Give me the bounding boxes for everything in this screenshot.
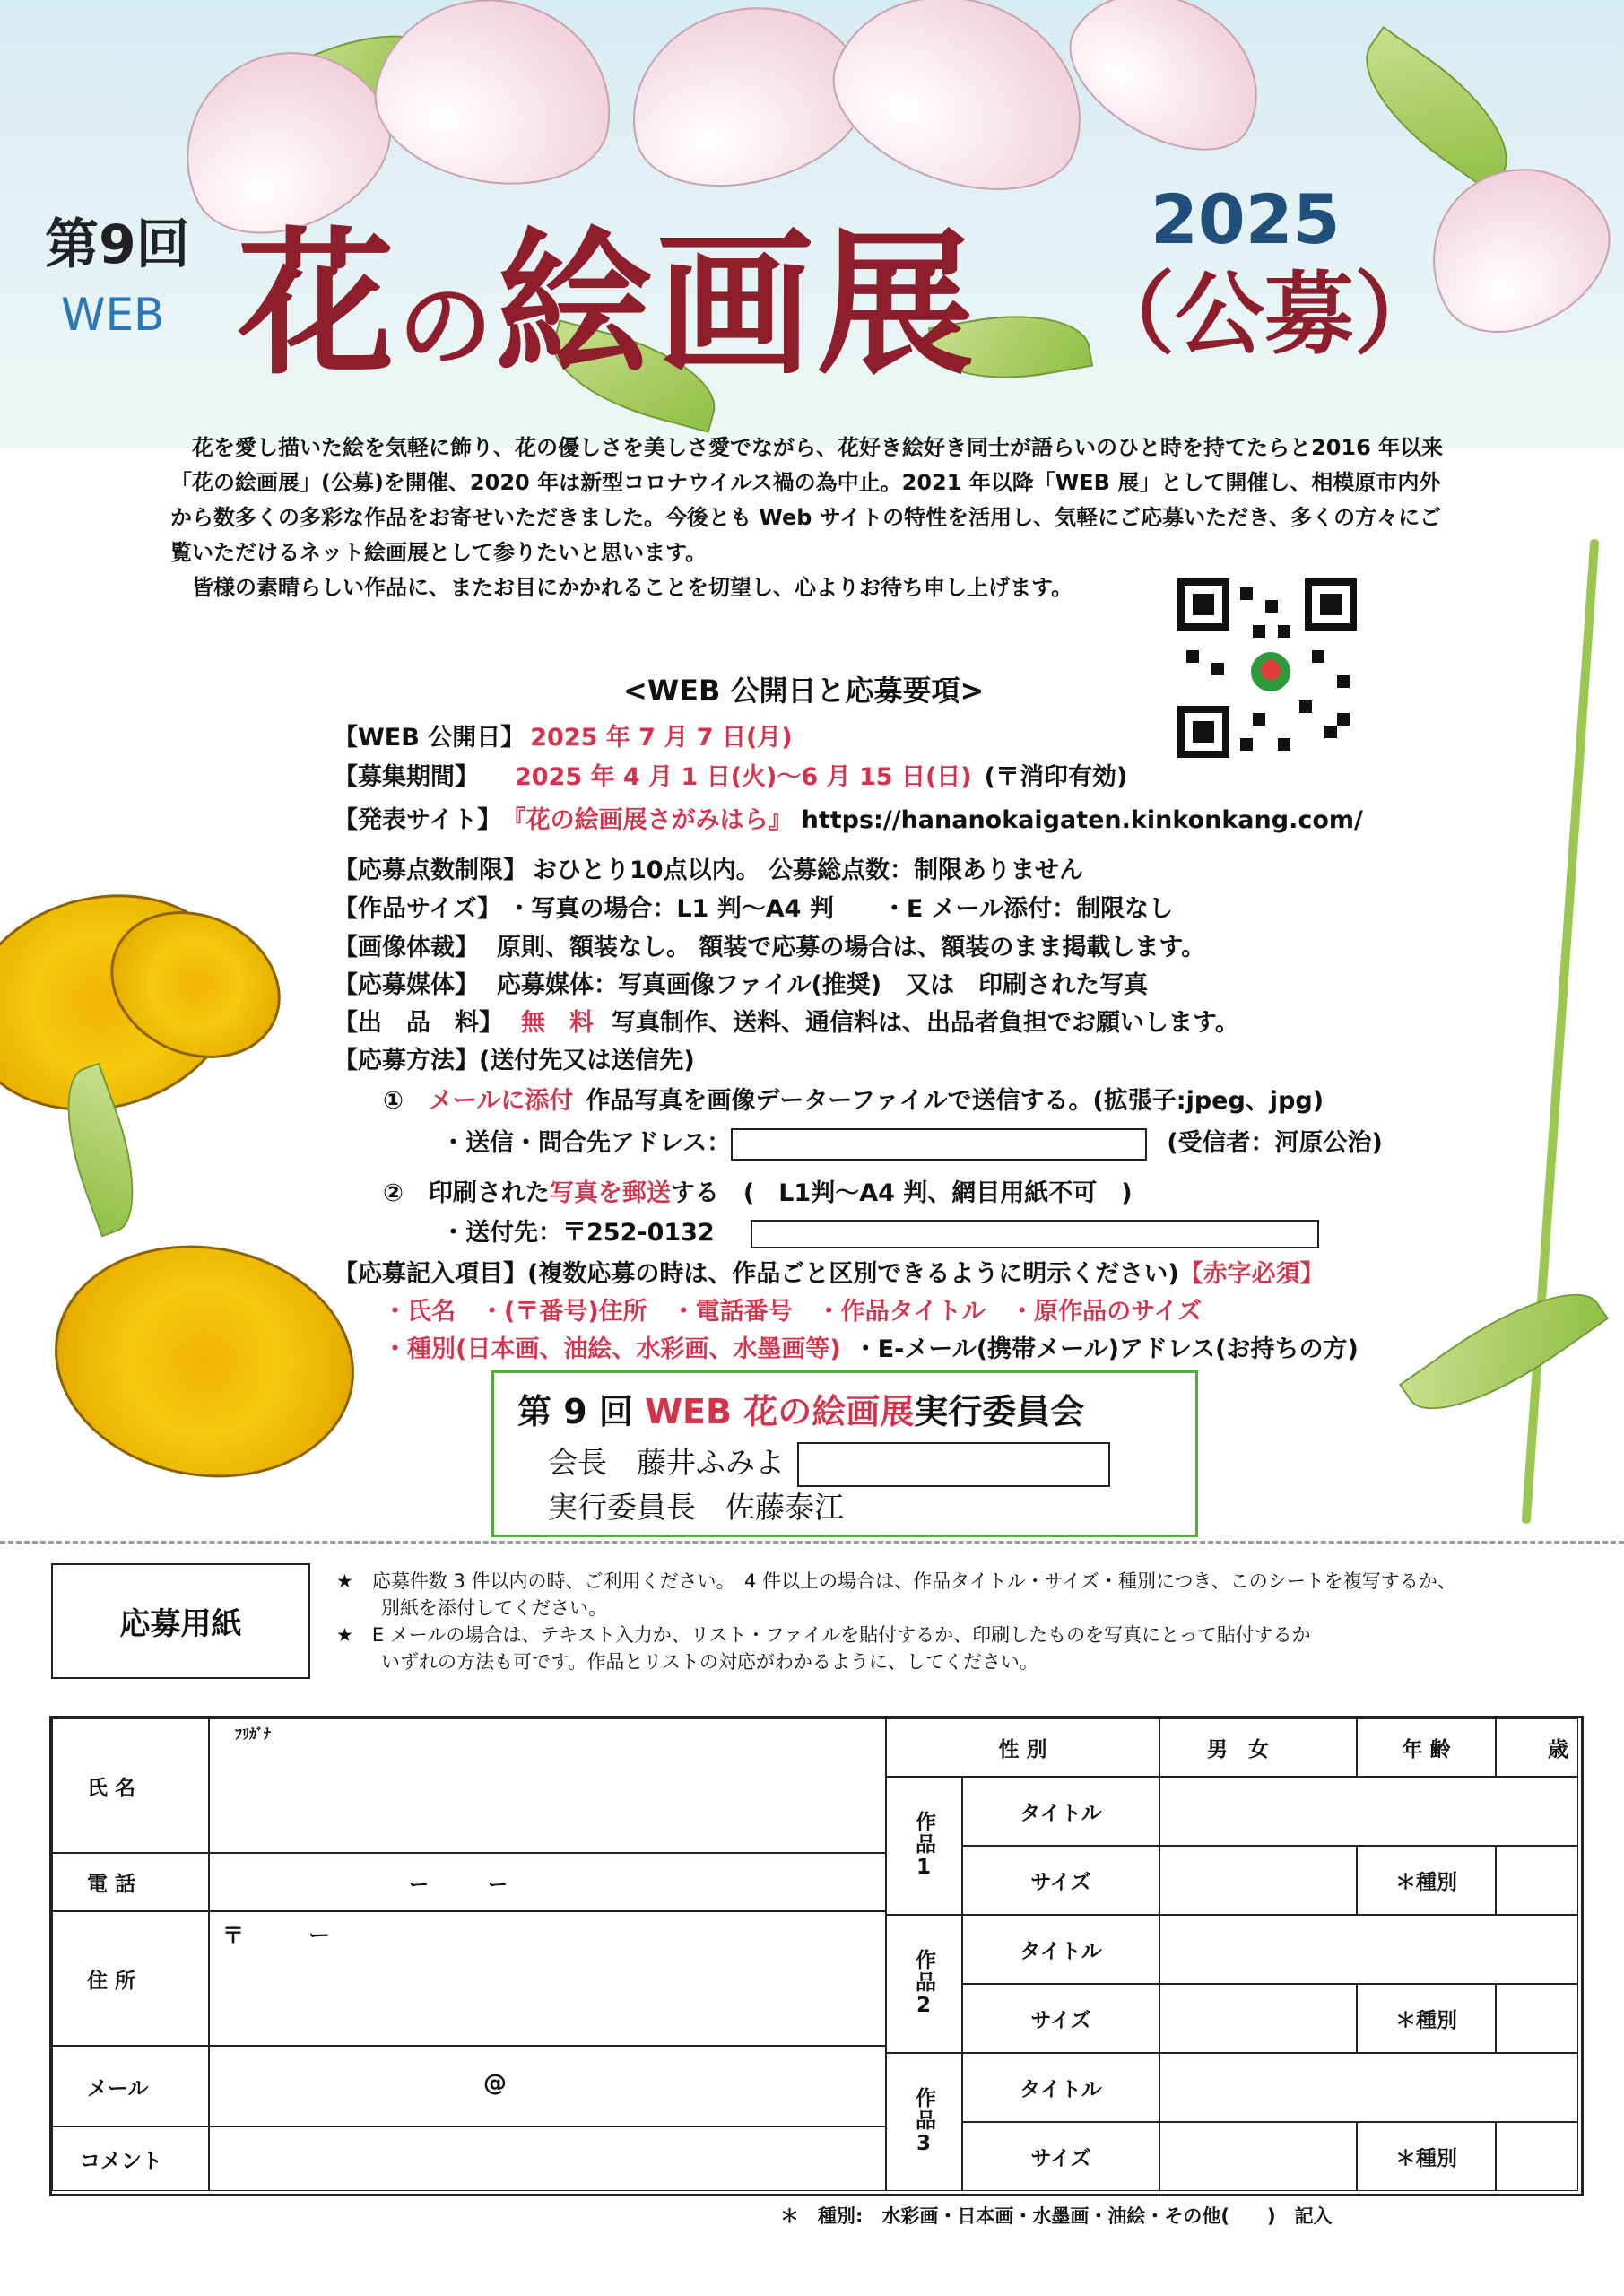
name-label: 氏 名 [52, 1718, 209, 1853]
method-row: 【応募方法】(送付先又は送信先) [334, 1047, 695, 1074]
work-3-label: 作品3 [886, 2053, 962, 2191]
redacted-address [751, 1220, 1319, 1248]
period-row: 【募集期間】 2025 年 4 月 1 日(火)〜6 月 15 日(日) (〒消印有効) [334, 763, 1128, 791]
cut-line [0, 1541, 1624, 1544]
work-3-title-field[interactable] [1159, 2053, 1578, 2122]
gender-label: 性 別 [886, 1718, 1159, 1777]
mail-field[interactable]: @ [209, 2046, 886, 2126]
work-3-size-field[interactable] [1159, 2122, 1357, 2191]
logo-icon [1247, 648, 1294, 695]
footnote: ＊ 種別: 水彩画・日本画・水墨画・油絵・その他( ) 記入 [780, 2205, 1333, 2227]
work-1-size-label: サイズ [962, 1846, 1159, 1915]
work-2-type-label: ＊種別 [1357, 1984, 1496, 2053]
mail-label: メール [52, 2046, 209, 2126]
application-form [49, 1716, 1584, 2196]
yellow-flower-illustration [36, 1222, 372, 1500]
title-char: 絵画展 [496, 213, 978, 396]
flower-petal [362, 0, 627, 202]
work-1-type-label: ＊種別 [1357, 1846, 1496, 1915]
flower-petal [1046, 0, 1290, 179]
page-title [238, 179, 977, 404]
work-3-size-label: サイズ [962, 2122, 1159, 2191]
committee-chair: 会長 藤井ふみよ [548, 1439, 1110, 1487]
fee-row: 【出 品 料】 無 料 写真制作、送料、通信料は、出品者負担でお願いします。 [334, 1009, 1239, 1037]
site-link[interactable]: https://hananokaigaten.kinkonkang.com/ [801, 806, 1363, 834]
furigana-label: ﾌﾘｶﾞﾅ [235, 1726, 272, 1743]
redacted-email [731, 1128, 1147, 1161]
work-3-type-label: ＊種別 [1357, 2122, 1496, 2191]
work-3-type-field[interactable] [1496, 2122, 1578, 2191]
gender-options[interactable]: 男 女 [1159, 1718, 1357, 1777]
comment-label: コメント [52, 2126, 209, 2191]
web-label: WEB [61, 289, 165, 341]
subtitle: （公募） [1085, 261, 1444, 367]
work-2-title-field[interactable] [1159, 1915, 1578, 1984]
redacted-contact [797, 1442, 1110, 1487]
comment-field[interactable] [209, 2126, 886, 2191]
work-3-title-label: タイトル [962, 2053, 1159, 2122]
work-1-title-field[interactable] [1159, 1777, 1578, 1846]
intro-paragraph: 皆様の素晴らしい作品に、またお目にかかれることを切望し、心よりお待ち申し上げます。 [192, 575, 1073, 600]
committee-title: 第 9 回 WEB 花の絵画展実行委員会 [517, 1392, 1085, 1431]
work-2-size-label: サイズ [962, 1984, 1159, 2053]
edition-label: 第9回 [45, 213, 190, 276]
site-row: 【発表サイト】 『花の絵画展さがみはら』 https://hananokaigaten.kinkonkang.com/ [334, 806, 1363, 834]
year-label: 2025 [1151, 179, 1341, 259]
work-2-title-label: タイトル [962, 1915, 1159, 1984]
frame-row: 【画像体裁】 原則、額装なし。 額装で応募の場合は、額装のまま掲載します。 [334, 934, 1206, 961]
work-2-type-field[interactable] [1496, 1984, 1578, 2053]
intro-paragraph: 花を愛し描いた絵を気軽に飾り、花の優しさを美しさ愛でながら、花好き絵好き同士が語らいのひと時を持てたらと2016 年以来「花の絵画展」(公募)を開催、2020 年は新型コロナウイルス禍の為中止。2021 年以降「WEB 展」として開催し、相模原市内外から数多くの多彩な作品をお寄せいただきました。今後とも Web サイトの特性を活用し、気軽にご応募いただき、多くの方々にご覧いただけるネット絵画展として参りたいと思います。 [170, 435, 1444, 565]
method-1: ① メールに添付 作品写真を画像データーファイルで送信する。(拡張子:jpeg、jpg) [383, 1087, 1324, 1115]
phone-field[interactable]: ー ー [209, 1853, 886, 1911]
work-1-title-label: タイトル [962, 1777, 1159, 1846]
method-2: ② 印刷された写真を郵送する ( L1判〜A4 判、網目用紙不可 ) [383, 1179, 1133, 1207]
address-label: 住 所 [52, 1911, 209, 2046]
form-notes: ★ 応募件数 3 件以内の時、ご利用ください。 4 件以上の場合は、作品タイトル・サイズ・種別につき、このシートを複写するか、 別紙を添付してください。 ★ E メールの場合は、テキスト入力か、リスト・ファイルを貼付するか、印刷したものを写真にとって貼付するか いずれの方法も可です。作品とリストの対応がわかるように、してください。 [336, 1570, 1456, 1673]
leaf-illustration [1399, 1265, 1609, 1439]
work-1-type-field[interactable] [1496, 1846, 1578, 1915]
method-1-address: ・送信・問合先アドレス： (受信者：河原公治) [441, 1123, 1383, 1161]
age-field[interactable]: 歳 [1496, 1718, 1578, 1777]
leaf-illustration [1340, 26, 1533, 193]
work-2-size-field[interactable] [1159, 1984, 1357, 2053]
entry-items: 【応募記入項目】(複数応募の時は、作品ごと区別できるように明示ください)【赤字必須】 [334, 1260, 1324, 1288]
size-row: 【作品サイズ】 ・写真の場合：L1 判〜A4 判 ・E メール添付：制限なし [334, 895, 1174, 923]
stem-illustration [1522, 539, 1600, 1524]
name-field[interactable] [209, 1718, 886, 1853]
work-2-label: 作品2 [886, 1915, 962, 2053]
method-2-address: ・送付先：〒252-0132 [441, 1213, 1319, 1248]
age-label: 年 齢 [1357, 1718, 1496, 1777]
address-field[interactable]: 〒 ー [209, 1911, 886, 2046]
phone-label: 電 話 [52, 1853, 209, 1911]
form-title: 応募用紙 [51, 1563, 310, 1679]
work-1-size-field[interactable] [1159, 1846, 1357, 1915]
qr-code[interactable] [1177, 578, 1357, 758]
committee-exec: 実行委員長 佐藤泰江 [548, 1490, 844, 1525]
limit-row: 【応募点数制限】 おひとり10点以内。 公募総点数：制限ありません [334, 857, 1083, 884]
work-1-label: 作品1 [886, 1777, 962, 1915]
entry-items-line2: ・種別(日本画、油絵、水彩画、水墨画等) ・E-メール(携帯メール)アドレス(お持ちの方) [383, 1335, 1359, 1363]
media-row: 【応募媒体】 応募媒体：写真画像ファイル(推奨) 又は 印刷された写真 [334, 971, 1149, 999]
title-char: の [398, 270, 497, 381]
section-title: <WEB 公開日と応募要項> [623, 674, 985, 708]
title-char: 花 [238, 213, 398, 396]
entry-items-line1: ・氏名 ・(〒番号)住所 ・電話番号 ・作品タイトル ・原作品のサイズ [383, 1298, 1202, 1326]
committee-box [491, 1370, 1198, 1537]
publish-date-row: 【WEB 公開日】 2025 年 7 月 7 日(月) [334, 724, 793, 752]
